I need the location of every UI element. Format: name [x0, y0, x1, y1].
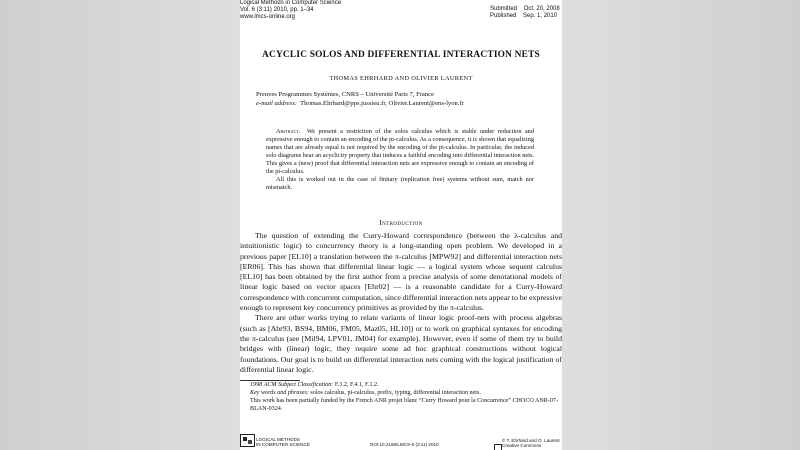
body-paragraph-1: The question of extending the Curry-Howard correspondence (between the λ-calculus and intuitionistic logic) to concurrency theory is a long-standing open problem. We developed in a previous paper [EL10] a translation between the π-calculus [MPW92] and differential interaction nets [ER06]. This has shown that differential linear logic — a logical system whose sequent calculus [EL10] has been obtained by the first author from a precise analysis of some denotational models of linear logic based on vector spaces [Ehr02] — is a reasonable candidate for a Curry-Howard correspondence with concurrent computation, since differential interaction nets appear to be expressive enough to represent key concurrency primitives as provided by the π-calculus. [240, 231, 562, 313]
affiliation: Preuves Programmes Systèmes, CNRS – Université Paris 7, France [256, 91, 435, 98]
acm-label: 1998 ACM Subject Classification: [250, 382, 334, 388]
journal-header [240, 0, 341, 22]
paper-authors: THOMAS EHRHARD AND OLIVIER LAURENT [329, 75, 473, 82]
affiliation-block [256, 90, 464, 108]
email-label: e-mail address: [256, 100, 297, 107]
submitted-label: Submitted [490, 6, 518, 12]
abstract-text: We present a restriction of the solos calculus which is stable under reduction and expressive enough to contain an encoding of the pi-calculus. As a consequence, it is shown that equalizing names that are already equal is not required by the encoding of the pi-calculus. In particular, the induced solo diagrams bear an acyclicity property that induces a faithful encoding into differential interaction nets. This gives a (new) proof that differential interaction nets are expressive enough to contain an encoding of the pi-calculus. [266, 128, 534, 175]
lmcs-line-1: LOGICAL METHODS [256, 437, 300, 442]
body-text [240, 231, 562, 375]
lmcs-logo-text [256, 437, 310, 447]
copyright-block [502, 438, 560, 448]
submitted-date: Oct. 20, 2008 [523, 6, 560, 12]
page-footer [240, 432, 562, 450]
right-backdrop [562, 0, 800, 450]
copyright-holders: © T. Ehrhard and O. Laurent [502, 438, 560, 443]
funding-note: This work has been partially funded by the French ANR projet blanc “Curry Howard pour la Concurrence” CHOCO ANR-07-BLAN-0324. [250, 398, 558, 413]
published-date: Sep. 1, 2010 [523, 13, 558, 20]
creative-commons-icon [494, 444, 502, 450]
body-paragraph-2: There are other works trying to relate variants of linear logic proof-nets with process algebras (such as [Abr93, BS94, BM06, FM05, Maz05, HL10]) or to work on graphical syntaxes for encoding the π-calculus (see [Mil94, LPV01, JM04] for example). However, even if some of them try to build bridges with (linear) logic, they require some ad hoc graphical constructions without logical foundations. Our goal is to build on differential interaction nets coming with the logical justification of differential linear logic. [240, 313, 562, 374]
section-heading-introduction: Introduction [379, 218, 423, 227]
journal-name: Logical Methods in Computer Science [240, 0, 342, 6]
paper-page [240, 0, 562, 450]
license-name: Creative Commons [502, 443, 542, 449]
keywords-label: Key words and phrases: [250, 390, 309, 397]
keywords-value: solos calculus, pi-calculus, prefix, typing, differential interaction nets. [310, 390, 481, 397]
acm-value: F.3.2, F.4.1, F.1.2. [334, 382, 379, 388]
lmcs-logo-icon [240, 434, 255, 447]
journal-volume: Vol. 6 (3:11) 2010, pp. 1–34 [240, 7, 314, 14]
paper-title: ACYCLIC SOLOS AND DIFFERENTIAL INTERACTION NETS [262, 50, 540, 60]
journal-site: www.lmcs-online.org [240, 14, 296, 21]
abstract [266, 128, 534, 192]
left-backdrop [0, 0, 240, 450]
abstract-text-2: All this is worked out in the case of finitary (replication free) systems without sum, match nor mismatch. [266, 176, 534, 191]
footnotes [240, 381, 562, 413]
submission-dates [490, 6, 562, 20]
abstract-label: Abstract. [276, 128, 301, 135]
doi: DOI:10.2168/LMCS-6 (3:11) 2010 [370, 442, 439, 447]
email-addresses: Thomas.Ehrhard@pps.jussieu.fr, Olivier.Laurent@ens-lyon.fr [300, 100, 464, 107]
lmcs-line-2: IN COMPUTER SCIENCE [256, 442, 310, 448]
published-label: Published [490, 13, 517, 20]
